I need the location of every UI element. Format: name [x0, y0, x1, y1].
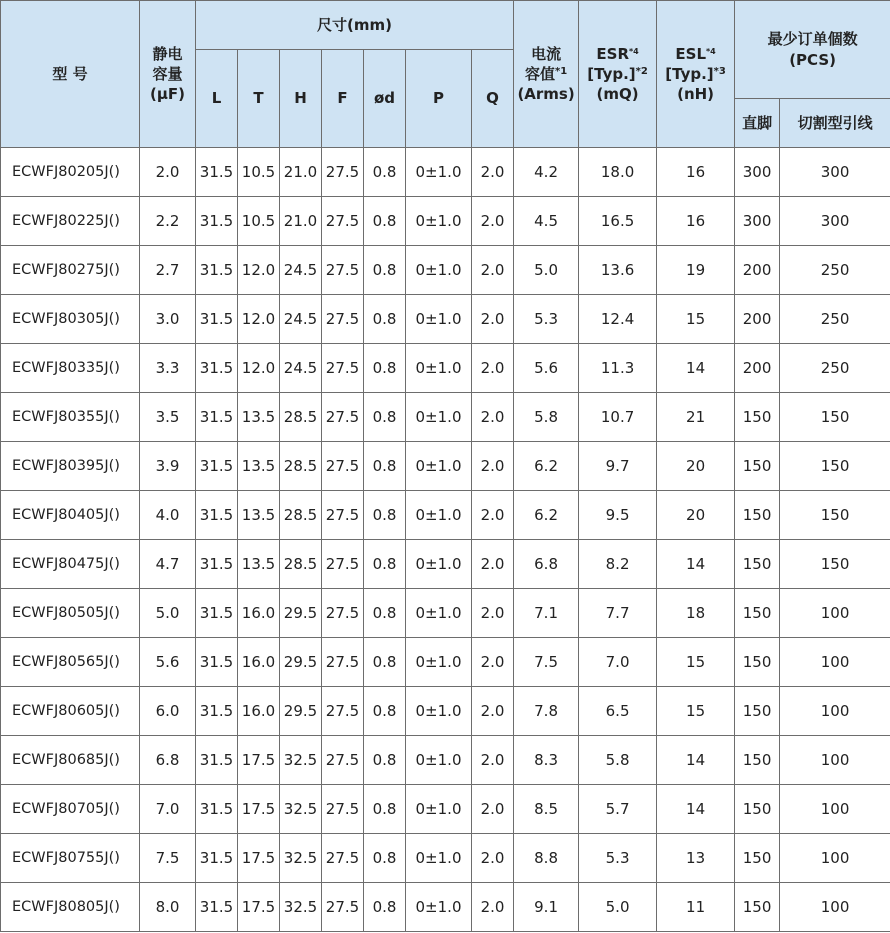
cell-dim-f: 27.5	[322, 883, 364, 932]
cell-esl: 21	[657, 393, 735, 442]
cell-esr: 6.5	[579, 687, 657, 736]
cell-dim-f: 27.5	[322, 393, 364, 442]
cell-current: 8.5	[514, 785, 579, 834]
cell-capacitance: 3.0	[140, 295, 196, 344]
cell-capacitance: 3.3	[140, 344, 196, 393]
cell-dim-t: 13.5	[238, 491, 280, 540]
cell-moq-cut-lead: 150	[780, 393, 890, 442]
cell-dim-q: 2.0	[472, 344, 514, 393]
cell-esl: 16	[657, 148, 735, 197]
cell-capacitance: 7.5	[140, 834, 196, 883]
header-dimensions: 尺寸(mm)	[196, 1, 514, 50]
cell-esl: 18	[657, 589, 735, 638]
cell-model: ECWFJ80275J()	[1, 246, 140, 295]
cell-dim-f: 27.5	[322, 246, 364, 295]
cell-capacitance: 4.7	[140, 540, 196, 589]
cell-moq-cut-lead: 100	[780, 834, 890, 883]
cell-dim-f: 27.5	[322, 834, 364, 883]
header-dim-f: F	[322, 50, 364, 148]
cell-dim-q: 2.0	[472, 834, 514, 883]
cell-moq-cut-lead: 100	[780, 785, 890, 834]
cell-dim-p: 0±1.0	[406, 295, 472, 344]
table-body	[1, 148, 890, 932]
cell-dim-l: 31.5	[196, 442, 238, 491]
cell-model: ECWFJ80225J()	[1, 197, 140, 246]
cell-dim-od: 0.8	[364, 589, 406, 638]
cell-model: ECWFJ80205J()	[1, 148, 140, 197]
cell-dim-f: 27.5	[322, 785, 364, 834]
cell-dim-p: 0±1.0	[406, 883, 472, 932]
cell-dim-h: 28.5	[280, 442, 322, 491]
cell-model: ECWFJ80505J()	[1, 589, 140, 638]
cell-capacitance: 2.2	[140, 197, 196, 246]
table-row	[1, 736, 890, 785]
cell-dim-p: 0±1.0	[406, 246, 472, 295]
cell-esl: 14	[657, 785, 735, 834]
cell-dim-p: 0±1.0	[406, 687, 472, 736]
cell-esl: 19	[657, 246, 735, 295]
cell-dim-l: 31.5	[196, 638, 238, 687]
cell-model: ECWFJ80395J()	[1, 442, 140, 491]
cell-moq-straight: 150	[735, 687, 780, 736]
cell-dim-od: 0.8	[364, 540, 406, 589]
table-row	[1, 540, 890, 589]
cell-model: ECWFJ80405J()	[1, 491, 140, 540]
cell-moq-cut-lead: 250	[780, 295, 890, 344]
cell-moq-straight: 150	[735, 589, 780, 638]
cell-moq-straight: 150	[735, 883, 780, 932]
header-dim-q: Q	[472, 50, 514, 148]
cell-dim-q: 2.0	[472, 246, 514, 295]
cell-esr: 12.4	[579, 295, 657, 344]
cell-dim-od: 0.8	[364, 197, 406, 246]
cell-dim-p: 0±1.0	[406, 638, 472, 687]
cell-dim-q: 2.0	[472, 638, 514, 687]
cell-dim-h: 24.5	[280, 344, 322, 393]
cell-dim-l: 31.5	[196, 148, 238, 197]
cell-dim-h: 32.5	[280, 736, 322, 785]
cell-dim-h: 21.0	[280, 148, 322, 197]
cell-current: 5.8	[514, 393, 579, 442]
cell-dim-h: 28.5	[280, 393, 322, 442]
cell-dim-p: 0±1.0	[406, 344, 472, 393]
header-dim-h: H	[280, 50, 322, 148]
cell-dim-l: 31.5	[196, 197, 238, 246]
cell-current: 8.8	[514, 834, 579, 883]
cell-esr: 5.3	[579, 834, 657, 883]
cell-dim-h: 32.5	[280, 834, 322, 883]
cell-current: 6.8	[514, 540, 579, 589]
cell-moq-cut-lead: 250	[780, 246, 890, 295]
cell-dim-p: 0±1.0	[406, 736, 472, 785]
cell-capacitance: 6.0	[140, 687, 196, 736]
table-row	[1, 344, 890, 393]
cell-dim-l: 31.5	[196, 295, 238, 344]
cell-dim-f: 27.5	[322, 491, 364, 540]
table-row	[1, 442, 890, 491]
table-row	[1, 246, 890, 295]
cell-dim-od: 0.8	[364, 687, 406, 736]
cell-dim-f: 27.5	[322, 638, 364, 687]
cell-current: 6.2	[514, 442, 579, 491]
cell-dim-f: 27.5	[322, 736, 364, 785]
cell-esl: 15	[657, 295, 735, 344]
cell-dim-t: 10.5	[238, 148, 280, 197]
cell-model: ECWFJ80605J()	[1, 687, 140, 736]
cell-moq-cut-lead: 100	[780, 736, 890, 785]
cell-current: 6.2	[514, 491, 579, 540]
cell-current: 5.6	[514, 344, 579, 393]
cell-moq-cut-lead: 150	[780, 491, 890, 540]
cell-dim-p: 0±1.0	[406, 393, 472, 442]
cell-capacitance: 3.9	[140, 442, 196, 491]
cell-dim-f: 27.5	[322, 344, 364, 393]
cell-moq-straight: 150	[735, 638, 780, 687]
cell-moq-straight: 200	[735, 246, 780, 295]
header-esr: ESR$^{*4}$ $[Typ.]^{*2}$ (mQ)	[579, 1, 657, 148]
header-model: 型 号	[1, 1, 140, 148]
cell-current: 7.8	[514, 687, 579, 736]
cell-dim-q: 2.0	[472, 687, 514, 736]
header-dim-l: L	[196, 50, 238, 148]
cell-dim-f: 27.5	[322, 687, 364, 736]
cell-esl: 11	[657, 883, 735, 932]
cell-dim-q: 2.0	[472, 491, 514, 540]
cell-moq-straight: 200	[735, 344, 780, 393]
cell-dim-od: 0.8	[364, 148, 406, 197]
table-row	[1, 197, 890, 246]
cell-dim-h: 28.5	[280, 540, 322, 589]
cell-moq-straight: 150	[735, 785, 780, 834]
table-row	[1, 785, 890, 834]
cell-capacitance: 6.8	[140, 736, 196, 785]
cell-dim-p: 0±1.0	[406, 197, 472, 246]
cell-dim-t: 17.5	[238, 834, 280, 883]
cell-dim-t: 12.0	[238, 295, 280, 344]
cell-moq-straight: 150	[735, 540, 780, 589]
cell-capacitance: 4.0	[140, 491, 196, 540]
cell-current: 4.2	[514, 148, 579, 197]
cell-dim-p: 0±1.0	[406, 442, 472, 491]
cell-dim-q: 2.0	[472, 393, 514, 442]
cell-dim-f: 27.5	[322, 197, 364, 246]
cell-dim-q: 2.0	[472, 148, 514, 197]
header-dim-od: ød	[364, 50, 406, 148]
cell-dim-t: 10.5	[238, 197, 280, 246]
cell-esl: 15	[657, 638, 735, 687]
cell-dim-l: 31.5	[196, 736, 238, 785]
cell-dim-l: 31.5	[196, 785, 238, 834]
cell-esr: 13.6	[579, 246, 657, 295]
cell-current: 9.1	[514, 883, 579, 932]
header-moq-cut-lead: 切割型引线	[780, 99, 890, 148]
table-row	[1, 638, 890, 687]
cell-moq-cut-lead: 100	[780, 638, 890, 687]
cell-esl: 20	[657, 442, 735, 491]
cell-esl: 20	[657, 491, 735, 540]
cell-dim-t: 16.0	[238, 589, 280, 638]
cell-dim-h: 28.5	[280, 491, 322, 540]
cell-model: ECWFJ80705J()	[1, 785, 140, 834]
cell-capacitance: 2.7	[140, 246, 196, 295]
cell-esl: 14	[657, 344, 735, 393]
cell-dim-q: 2.0	[472, 197, 514, 246]
cell-dim-p: 0±1.0	[406, 491, 472, 540]
cell-moq-cut-lead: 150	[780, 442, 890, 491]
cell-dim-od: 0.8	[364, 246, 406, 295]
cell-dim-f: 27.5	[322, 589, 364, 638]
cell-moq-straight: 150	[735, 736, 780, 785]
header-dim-t: T	[238, 50, 280, 148]
cell-dim-od: 0.8	[364, 638, 406, 687]
cell-dim-t: 16.0	[238, 638, 280, 687]
cell-current: 4.5	[514, 197, 579, 246]
cell-capacitance: 8.0	[140, 883, 196, 932]
cell-dim-t: 13.5	[238, 540, 280, 589]
cell-model: ECWFJ80335J()	[1, 344, 140, 393]
cell-dim-od: 0.8	[364, 295, 406, 344]
cell-dim-h: 32.5	[280, 883, 322, 932]
cell-model: ECWFJ80685J()	[1, 736, 140, 785]
cell-dim-od: 0.8	[364, 344, 406, 393]
cell-moq-straight: 300	[735, 197, 780, 246]
header-moq: 最少订单個数 (PCS)	[735, 1, 890, 99]
cell-dim-q: 2.0	[472, 442, 514, 491]
cell-dim-t: 12.0	[238, 246, 280, 295]
cell-dim-h: 24.5	[280, 295, 322, 344]
cell-dim-h: 29.5	[280, 638, 322, 687]
cell-dim-l: 31.5	[196, 246, 238, 295]
header-dim-p: P	[406, 50, 472, 148]
cell-dim-l: 31.5	[196, 687, 238, 736]
cell-dim-q: 2.0	[472, 589, 514, 638]
cell-esr: 7.7	[579, 589, 657, 638]
cell-esr: 18.0	[579, 148, 657, 197]
cell-dim-l: 31.5	[196, 491, 238, 540]
cell-capacitance: 5.6	[140, 638, 196, 687]
cell-dim-od: 0.8	[364, 491, 406, 540]
cell-moq-cut-lead: 100	[780, 589, 890, 638]
cell-current: 5.3	[514, 295, 579, 344]
cell-moq-straight: 150	[735, 442, 780, 491]
cell-model: ECWFJ80305J()	[1, 295, 140, 344]
cell-dim-h: 24.5	[280, 246, 322, 295]
cell-dim-l: 31.5	[196, 393, 238, 442]
cell-dim-od: 0.8	[364, 393, 406, 442]
cell-dim-h: 29.5	[280, 687, 322, 736]
cell-model: ECWFJ80805J()	[1, 883, 140, 932]
cell-moq-straight: 200	[735, 295, 780, 344]
cell-dim-od: 0.8	[364, 785, 406, 834]
cell-dim-p: 0±1.0	[406, 589, 472, 638]
cell-capacitance: 7.0	[140, 785, 196, 834]
cell-esl: 13	[657, 834, 735, 883]
cell-esr: 8.2	[579, 540, 657, 589]
header-esl: ESL$^{*4}$ $[Typ.]^{*3}$ (nH)	[657, 1, 735, 148]
cell-capacitance: 3.5	[140, 393, 196, 442]
cell-model: ECWFJ80475J()	[1, 540, 140, 589]
cell-esr: 5.8	[579, 736, 657, 785]
cell-dim-p: 0±1.0	[406, 148, 472, 197]
cell-esr: 7.0	[579, 638, 657, 687]
cell-dim-q: 2.0	[472, 295, 514, 344]
table-row	[1, 393, 890, 442]
cell-esr: 5.0	[579, 883, 657, 932]
cell-dim-t: 17.5	[238, 736, 280, 785]
table-row	[1, 295, 890, 344]
cell-dim-l: 31.5	[196, 883, 238, 932]
cell-moq-cut-lead: 250	[780, 344, 890, 393]
table-row	[1, 687, 890, 736]
table-row	[1, 491, 890, 540]
cell-esr: 16.5	[579, 197, 657, 246]
cell-moq-cut-lead: 100	[780, 687, 890, 736]
cell-dim-f: 27.5	[322, 442, 364, 491]
cell-model: ECWFJ80755J()	[1, 834, 140, 883]
cell-esr: 9.5	[579, 491, 657, 540]
cell-moq-straight: 300	[735, 148, 780, 197]
cell-model: ECWFJ80565J()	[1, 638, 140, 687]
cell-dim-t: 16.0	[238, 687, 280, 736]
header-capacitance: 静电 容量 (μF)	[140, 1, 196, 148]
cell-dim-od: 0.8	[364, 442, 406, 491]
table-row	[1, 883, 890, 932]
cell-dim-l: 31.5	[196, 834, 238, 883]
cell-moq-straight: 150	[735, 393, 780, 442]
cell-dim-l: 31.5	[196, 589, 238, 638]
cell-capacitance: 5.0	[140, 589, 196, 638]
cell-dim-p: 0±1.0	[406, 540, 472, 589]
cell-dim-q: 2.0	[472, 883, 514, 932]
cell-dim-h: 21.0	[280, 197, 322, 246]
cell-dim-t: 12.0	[238, 344, 280, 393]
table-row	[1, 834, 890, 883]
cell-current: 8.3	[514, 736, 579, 785]
cell-dim-q: 2.0	[472, 736, 514, 785]
cell-dim-p: 0±1.0	[406, 785, 472, 834]
cell-dim-p: 0±1.0	[406, 834, 472, 883]
cell-dim-f: 27.5	[322, 540, 364, 589]
cell-esr: 9.7	[579, 442, 657, 491]
cell-model: ECWFJ80355J()	[1, 393, 140, 442]
cell-moq-cut-lead: 150	[780, 540, 890, 589]
table-header	[1, 1, 890, 148]
cell-dim-q: 2.0	[472, 540, 514, 589]
cell-current: 5.0	[514, 246, 579, 295]
table-row	[1, 589, 890, 638]
cell-moq-straight: 150	[735, 491, 780, 540]
cell-current: 7.1	[514, 589, 579, 638]
cell-esl: 15	[657, 687, 735, 736]
cell-esr: 10.7	[579, 393, 657, 442]
cell-esr: 11.3	[579, 344, 657, 393]
cell-dim-l: 31.5	[196, 344, 238, 393]
cell-dim-od: 0.8	[364, 736, 406, 785]
cell-dim-f: 27.5	[322, 295, 364, 344]
cell-dim-t: 17.5	[238, 785, 280, 834]
cell-dim-h: 32.5	[280, 785, 322, 834]
cell-esl: 16	[657, 197, 735, 246]
cell-capacitance: 2.0	[140, 148, 196, 197]
cell-dim-od: 0.8	[364, 883, 406, 932]
cell-current: 7.5	[514, 638, 579, 687]
cell-dim-t: 17.5	[238, 883, 280, 932]
cell-dim-h: 29.5	[280, 589, 322, 638]
cell-esl: 14	[657, 540, 735, 589]
cell-moq-cut-lead: 100	[780, 883, 890, 932]
cell-moq-straight: 150	[735, 834, 780, 883]
header-moq-straight: 直脚	[735, 99, 780, 148]
header-current: 电流 容值$^{*1}$ (Arms)	[514, 1, 579, 148]
cell-dim-l: 31.5	[196, 540, 238, 589]
table-row	[1, 148, 890, 197]
cell-dim-t: 13.5	[238, 442, 280, 491]
cell-dim-f: 27.5	[322, 148, 364, 197]
cell-dim-od: 0.8	[364, 834, 406, 883]
cell-esl: 14	[657, 736, 735, 785]
cell-esr: 5.7	[579, 785, 657, 834]
cell-dim-t: 13.5	[238, 393, 280, 442]
cell-dim-q: 2.0	[472, 785, 514, 834]
cell-moq-cut-lead: 300	[780, 197, 890, 246]
cell-moq-cut-lead: 300	[780, 148, 890, 197]
